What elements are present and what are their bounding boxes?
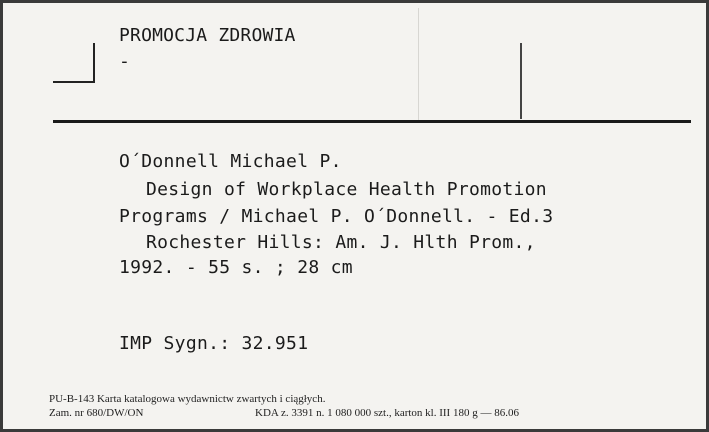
header-divider [53,120,691,123]
catalog-card [3,3,706,429]
entry-author: O´Donnell Michael P. [119,151,342,172]
subject-subheading: - [119,51,130,72]
entry-title-line-1: Design of Workplace Health Promotion [146,179,547,200]
faint-guide-line [418,8,419,123]
footer-order-number: Zam. nr 680/DW/ON [49,407,144,419]
call-number: IMP Sygn.: 32.951 [119,333,309,354]
entry-title-line-2: Programs / Michael P. O´Donnell. - Ed.3 [119,206,554,227]
corner-bracket-vertical [93,43,95,83]
entry-physical-description: 1992. - 55 s. ; 28 cm [119,257,353,278]
footer-print-info: KDA z. 3391 n. 1 080 000 szt., karton kl. III 180 g — 86.06 [255,407,519,419]
subject-heading: PROMOCJA ZDROWIA [119,25,296,46]
footer-form-line: PU-B-143 Karta katalogowa wydawnictw zwartych i ciągłych. [49,393,326,405]
header-right-rule [520,43,522,119]
corner-bracket-horizontal [53,81,95,83]
entry-publication: Rochester Hills: Am. J. Hlth Prom., [146,232,536,253]
